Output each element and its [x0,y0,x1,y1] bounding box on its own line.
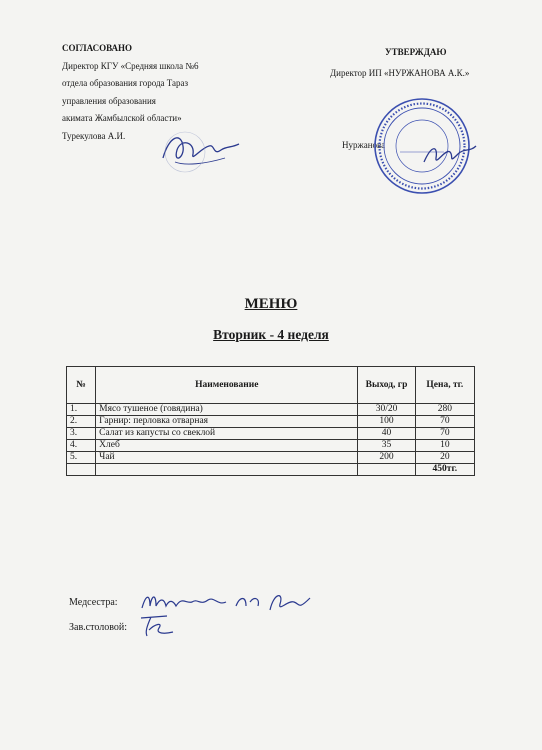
page-subtitle: Вторник - 4 неделя [213,327,329,342]
approval-right-name: Нуржанова [342,140,386,150]
director-signature [155,128,245,173]
row-price: 20 [415,452,474,464]
total-price: 450тг. [415,464,474,476]
header-output: Выход, гр [358,367,415,404]
total-empty-cell [67,464,96,476]
row-output: 40 [358,428,415,440]
header-num: № [67,367,96,404]
row-output: 30/20 [358,404,415,416]
row-name: Хлеб [96,440,358,452]
row-price: 10 [415,440,474,452]
row-name: Гарнир: перловка отварная [96,416,358,428]
row-output: 100 [358,416,415,428]
row-output: 200 [358,452,415,464]
table-row [67,404,475,416]
row-num: 3. [67,428,96,440]
approval-left-heading: СОГЛАСОВАНО [62,43,133,53]
row-num: 4. [67,440,96,452]
head-cook-signature [137,612,177,640]
row-price: 70 [415,416,474,428]
header-name: Наименование [96,367,358,404]
row-price: 280 [415,404,474,416]
row-name: Чай [96,452,358,464]
row-num: 5. [67,452,96,464]
head-cook-label: Зав.столовой: [69,622,127,633]
nurse-label: Медсестра: [69,597,118,608]
table-row [67,452,475,464]
menu-table [66,366,475,476]
row-price: 70 [415,428,474,440]
total-empty-cell [358,464,415,476]
page-title: МЕНЮ [244,296,298,312]
table-row [67,428,475,440]
row-num: 1. [67,404,96,416]
approval-left-line: Турекулова А.И. [62,130,126,141]
header-price: Цена, тг. [415,367,474,404]
approval-right-position: Директор ИП «НУРЖАНОВА А.К.» [330,67,470,78]
table-total-row [67,464,475,476]
approval-right-heading: УТВЕРЖДАЮ [385,47,447,57]
approval-left-line: акимата Жамбылской области» [62,113,182,123]
table-header-row [67,367,475,404]
row-num: 2. [67,416,96,428]
entrepreneur-signature [420,140,480,170]
approval-left-line: отдела образования города Тараз [62,78,189,88]
total-empty-cell [96,464,358,476]
row-name: Салат из капусты со свеклой [96,428,358,440]
approval-left-line: управления образования [62,95,156,106]
row-output: 35 [358,440,415,452]
row-name: Мясо тушеное (говядина) [96,404,358,416]
table-row [67,416,475,428]
approval-left-line: Директор КГУ «Средняя школа №6 [62,60,199,71]
table-row [67,440,475,452]
